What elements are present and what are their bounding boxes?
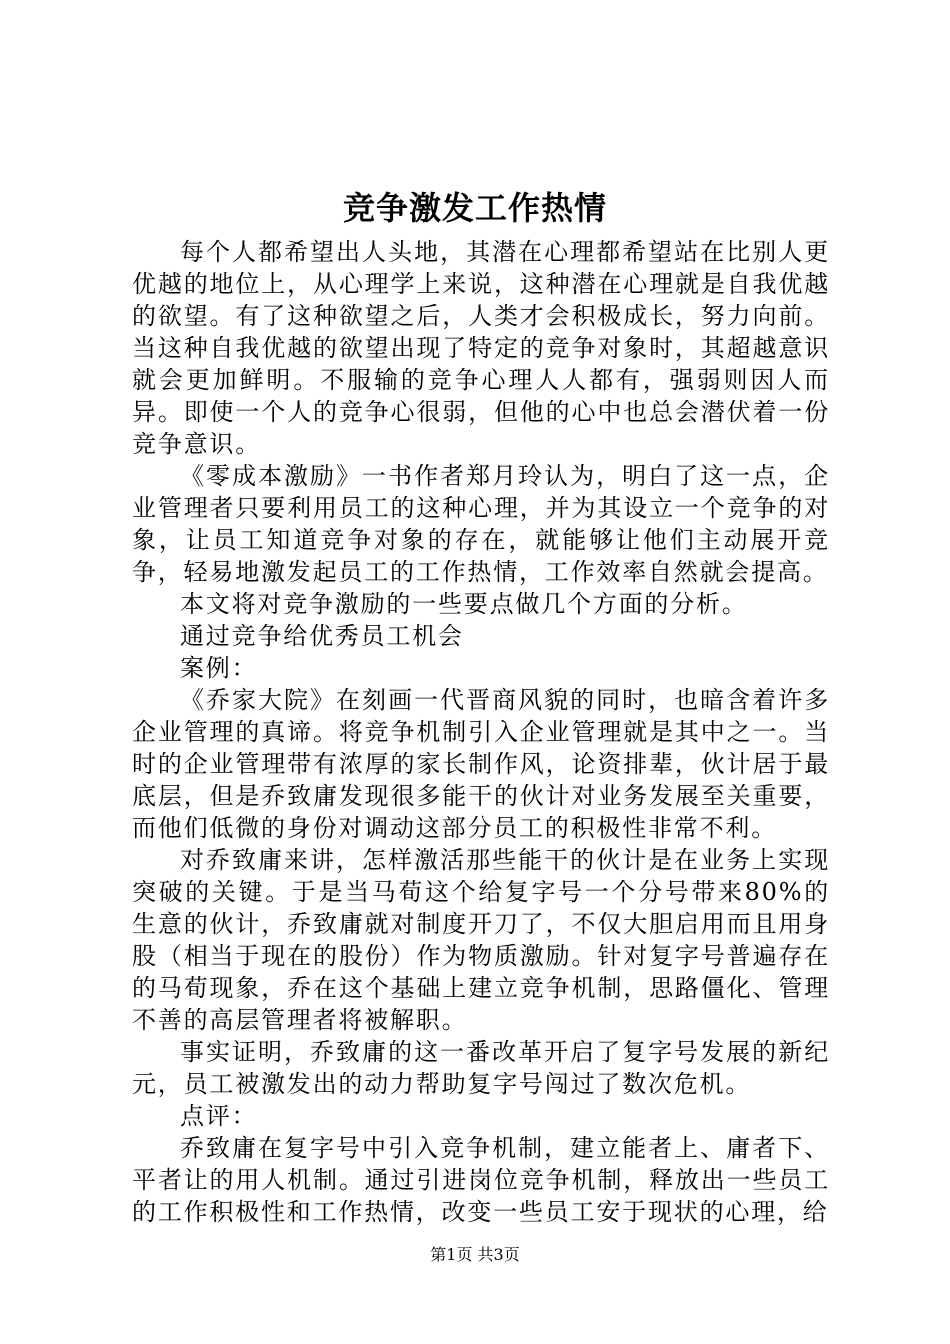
- section-heading: 通过竞争给优秀员工机会: [180, 622, 464, 650]
- paragraph-overview: 本文将对竞争激励的一些要点做几个方面的分析。: [180, 590, 748, 618]
- paragraph-intro: 每个人都希望出人头地，其潜在心理都希望站在比别人更优越的地位上，从心理学上来说，这种潜在心理就是自我优越的欲望。有了这种欲望之后，人类才会积极成长，努力向前。当这种自我优越的欲望出现了特定的竞争对象时，其超越意识就会更加鲜明。不服输的竞争心理人人都有，强弱则因人而异。即使一个人的竞争心很弱，但他的心中也总会潜伏着一份竞争意识。: [132, 238, 830, 458]
- page-footer: 第1页 共3页: [430, 1245, 520, 1264]
- paragraph-case-result: 事实证明，乔致庸的这一番改革开启了复字号发展的新纪元，员工被激发出的动力帮助复字号闯过了数次危机。: [132, 1038, 830, 1098]
- comment-label: 点评：: [180, 1102, 258, 1130]
- paragraph-case-detail: 对乔致庸来讲，怎样激活那些能干的伙计是在业务上实现突破的关键。于是当马荀这个给复字号一个分号带来80%的生意的伙计，乔致庸就对制度开刀了，不仅大胆启用而且用身股（相当于现在的股份）作为物质激励。针对复字号普遍存在的马荀现象，乔在这个基础上建立竞争机制，思路僵化、管理不善的高层管理者将被解职。: [132, 846, 830, 1034]
- paragraph-book-reference: 《零成本激励》一书作者郑月玲认为，明白了这一点，企业管理者只要利用员工的这种心理，并为其设立一个竞争的对象，让员工知道竞争对象的存在，就能够让他们主动展开竞争，轻易地激发起员工的工作热情，工作效率自然就会提高。: [132, 462, 830, 586]
- paragraph-case-intro: 《乔家大院》在刻画一代晋商风貌的同时，也暗含着许多企业管理的真谛。将竞争机制引入企业管理就是其中之一。当时的企业管理带有浓厚的家长制作风，论资排辈，伙计居于最底层，但是乔致庸发现很多能干的伙计对业务发展至关重要，而他们低微的身份对调动这部分员工的积极性非常不利。: [132, 686, 830, 842]
- case-label: 案例：: [180, 654, 258, 682]
- document-title: 竞争激发工作热情: [342, 189, 607, 227]
- paragraph-comment: 乔致庸在复字号中引入竞争机制，建立能者上、庸者下、平者让的用人机制。通过引进岗位竞争机制，释放出一些员工的工作积极性和工作热情，改变一些员工安于现状的心理，给: [132, 1134, 830, 1226]
- document-body: [132, 236, 830, 1228]
